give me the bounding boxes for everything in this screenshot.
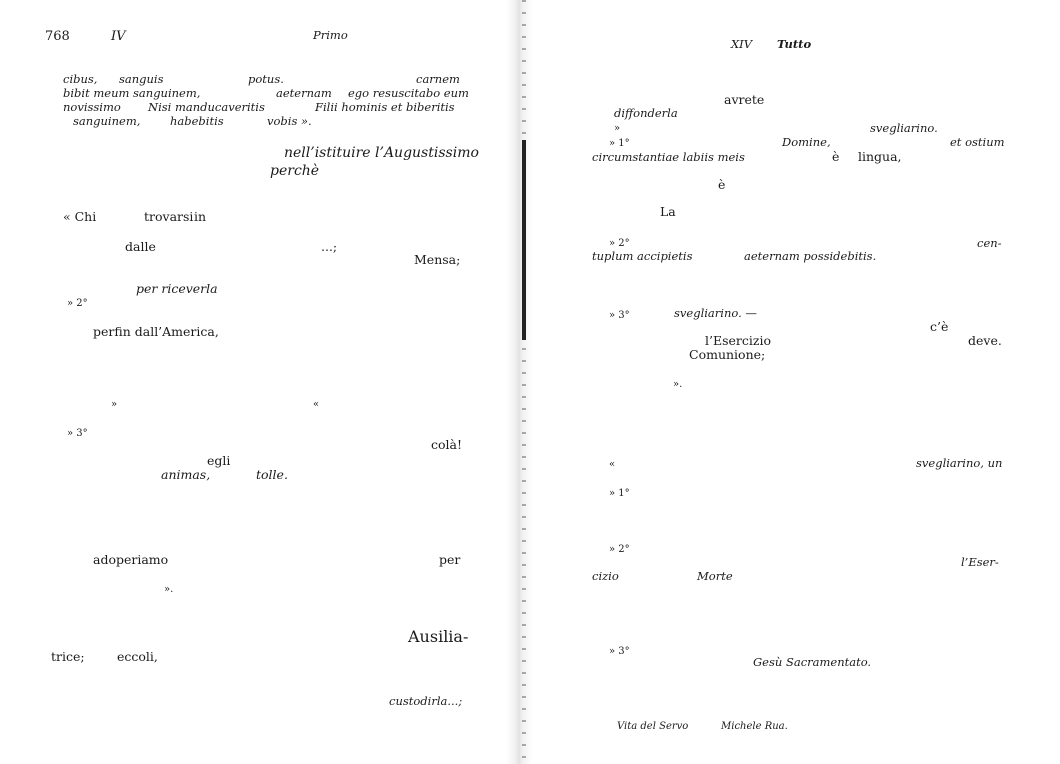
section-heading: nell’istituire l’Augustissimo [284,145,479,161]
text-fragment: « Chi [63,209,97,224]
text-fragment: « [609,459,616,470]
quote-word: sanguinem, [73,114,141,128]
text-fragment: in [194,209,207,224]
quote-word: sanguis [119,72,164,86]
text-fragment: trovarsi [144,209,194,224]
text-fragment: tuplum accipietis [592,249,693,263]
text-fragment: lingua, [858,149,902,164]
point-marker: » 2° [609,544,630,555]
quote-word: novissimo [63,100,121,114]
right-page [518,0,1060,764]
text-fragment: » [111,399,118,410]
quote-word: Filii hominis et biberitis [315,100,455,114]
text-fragment: custodirla...; [389,694,463,708]
quote-word: potus. [248,72,284,86]
point-marker: » 1° [609,488,630,499]
text-fragment: l’Esercizio [705,333,771,348]
text-fragment: La [660,204,676,219]
text-fragment: deve. [968,333,1002,348]
point-marker: » 3° [67,428,88,439]
text-fragment: ». [164,584,174,595]
text-fragment: svegliarino, un [916,456,1003,470]
point-marker: » 1° [609,138,630,149]
page-number: 768 [45,29,70,44]
quote-word: habebitis [170,114,224,128]
chapter-number: IV [111,29,126,44]
footer-note: Michele Rua. [721,721,788,732]
text-fragment: ». [673,379,683,390]
text-fragment: circumstantiae labiis meis [592,150,745,164]
text-fragment: « [313,399,320,410]
quote-word: cibus, [63,72,98,86]
text-fragment: diffonderla [614,106,678,120]
text-fragment: trice; [51,649,85,664]
text-fragment: eccoli, [117,649,158,664]
text-fragment: perfin dall’America, [93,324,219,339]
point-marker: » 3° [609,310,630,321]
quote-word: vobis ». [267,114,312,128]
text-fragment: Mensa; [414,252,461,267]
text-fragment: avrete [724,92,765,107]
section-heading: perchè [270,163,320,179]
text-fragment: svegliarino. [870,121,938,135]
text-fragment: adoperiamo [93,552,169,567]
text-fragment: Ausilia- [408,627,469,646]
point-marker: » 2° [609,238,630,249]
quote-word: bibit meum sanguinem, [63,86,201,100]
text-fragment: cen- [977,236,1002,250]
text-fragment: Domine, [782,135,831,149]
running-title: Tutto [777,37,812,51]
text-fragment: cizio [592,569,619,583]
text-fragment: dalle [125,239,156,254]
chapter-number: XIV [731,37,753,51]
text-fragment: Morte [697,569,733,583]
point-marker: » 2° [67,298,88,309]
footer-note: Vita del Servo [617,721,689,732]
quote-word: Nisi manducaveritis [148,100,265,114]
text-fragment: svegliarino. — [674,306,757,320]
text-fragment: aeternam possidebitis. [744,249,877,263]
text-fragment: » [614,123,621,134]
text-fragment: l’Eser- [961,555,999,569]
text-fragment: è [718,177,726,192]
quote-word: carnem [416,72,460,86]
text-fragment: animas, [161,467,211,482]
text-fragment: per riceverla [136,281,218,296]
text-fragment: et ostium [950,135,1005,149]
text-fragment: è [832,149,840,164]
text-fragment: ...; [321,239,338,254]
point-marker: » 3° [609,646,630,657]
text-fragment: egli [207,453,231,468]
text-fragment: Comunione; [689,347,766,362]
text-fragment: tolle. [256,467,288,482]
text-fragment: per [439,552,461,567]
text-fragment: c’è [930,319,949,334]
running-title: Primo [313,28,348,42]
text-fragment: Gesù Sacramentato. [753,655,872,669]
text-fragment: colà! [431,437,462,452]
quote-word: ego resuscitabo eum [348,86,469,100]
quote-word: aeternam [276,86,332,100]
